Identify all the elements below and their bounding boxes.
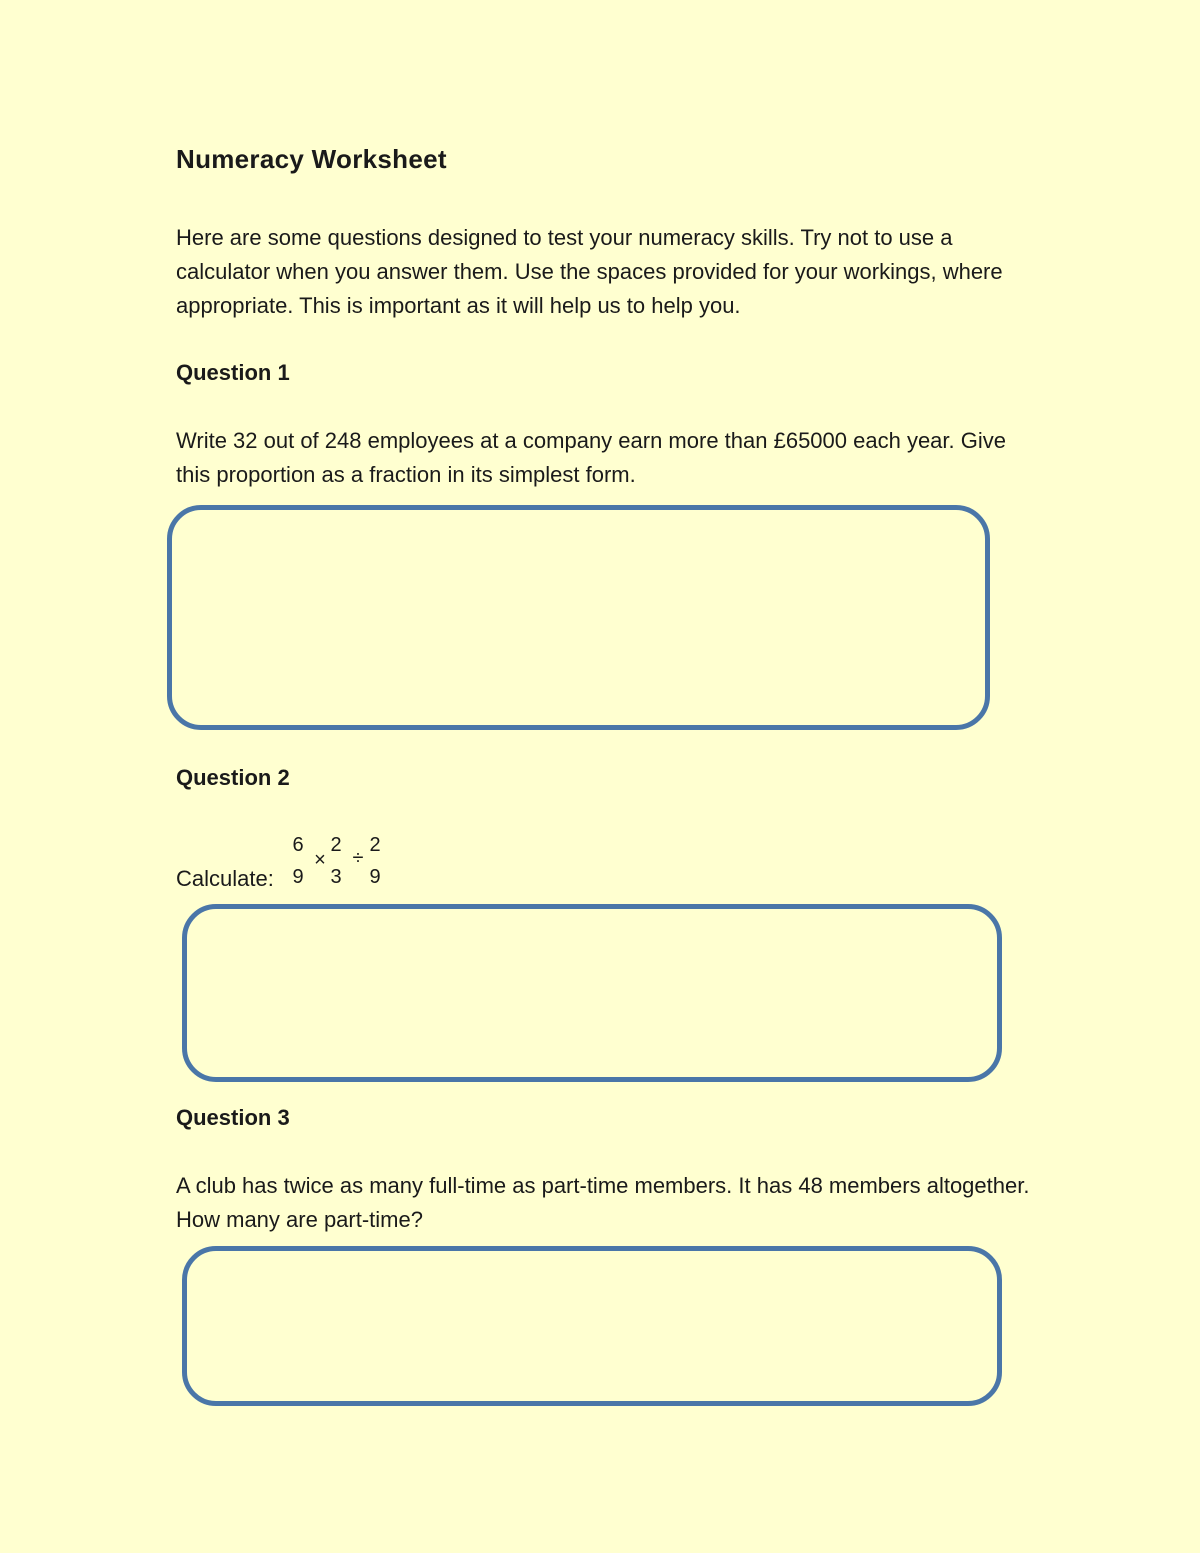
question-2-answer-box[interactable] xyxy=(182,904,1002,1082)
question-2-heading: Question 2 xyxy=(176,765,290,790)
divide-operator: ÷ xyxy=(352,847,364,869)
fraction-2-denominator: 3 xyxy=(330,866,342,888)
fraction-expression xyxy=(284,832,394,894)
question-1-answer-box[interactable] xyxy=(167,505,990,730)
question-1-heading: Question 1 xyxy=(176,360,290,385)
question-1-text: Write 32 out of 248 employees at a company earn more than £65000 each year. Give this proportion as a fraction in its simplest form. xyxy=(176,428,1006,487)
question-3-heading: Question 3 xyxy=(176,1105,290,1130)
question-3-answer-box[interactable] xyxy=(182,1246,1002,1406)
fraction-1-numerator: 6 xyxy=(292,834,304,856)
fraction-3-numerator: 2 xyxy=(369,834,381,856)
page-title: Numeracy Worksheet xyxy=(176,144,447,174)
fraction-1-denominator: 9 xyxy=(292,866,304,888)
fraction-2-numerator: 2 xyxy=(330,834,342,856)
calculate-label: Calculate: xyxy=(176,866,274,891)
question-3-text: A club has twice as many full-time as part-time members. It has 48 members altogether. How many are part-time? xyxy=(176,1173,1030,1232)
intro-text: Here are some questions designed to test your numeracy skills. Try not to use a calculator when you answer them. Use the spaces provided for your workings, where appropriate. This is important as it will help us to help you. xyxy=(176,225,1003,318)
fraction-3-denominator: 9 xyxy=(369,866,381,888)
multiply-operator: × xyxy=(314,849,326,871)
